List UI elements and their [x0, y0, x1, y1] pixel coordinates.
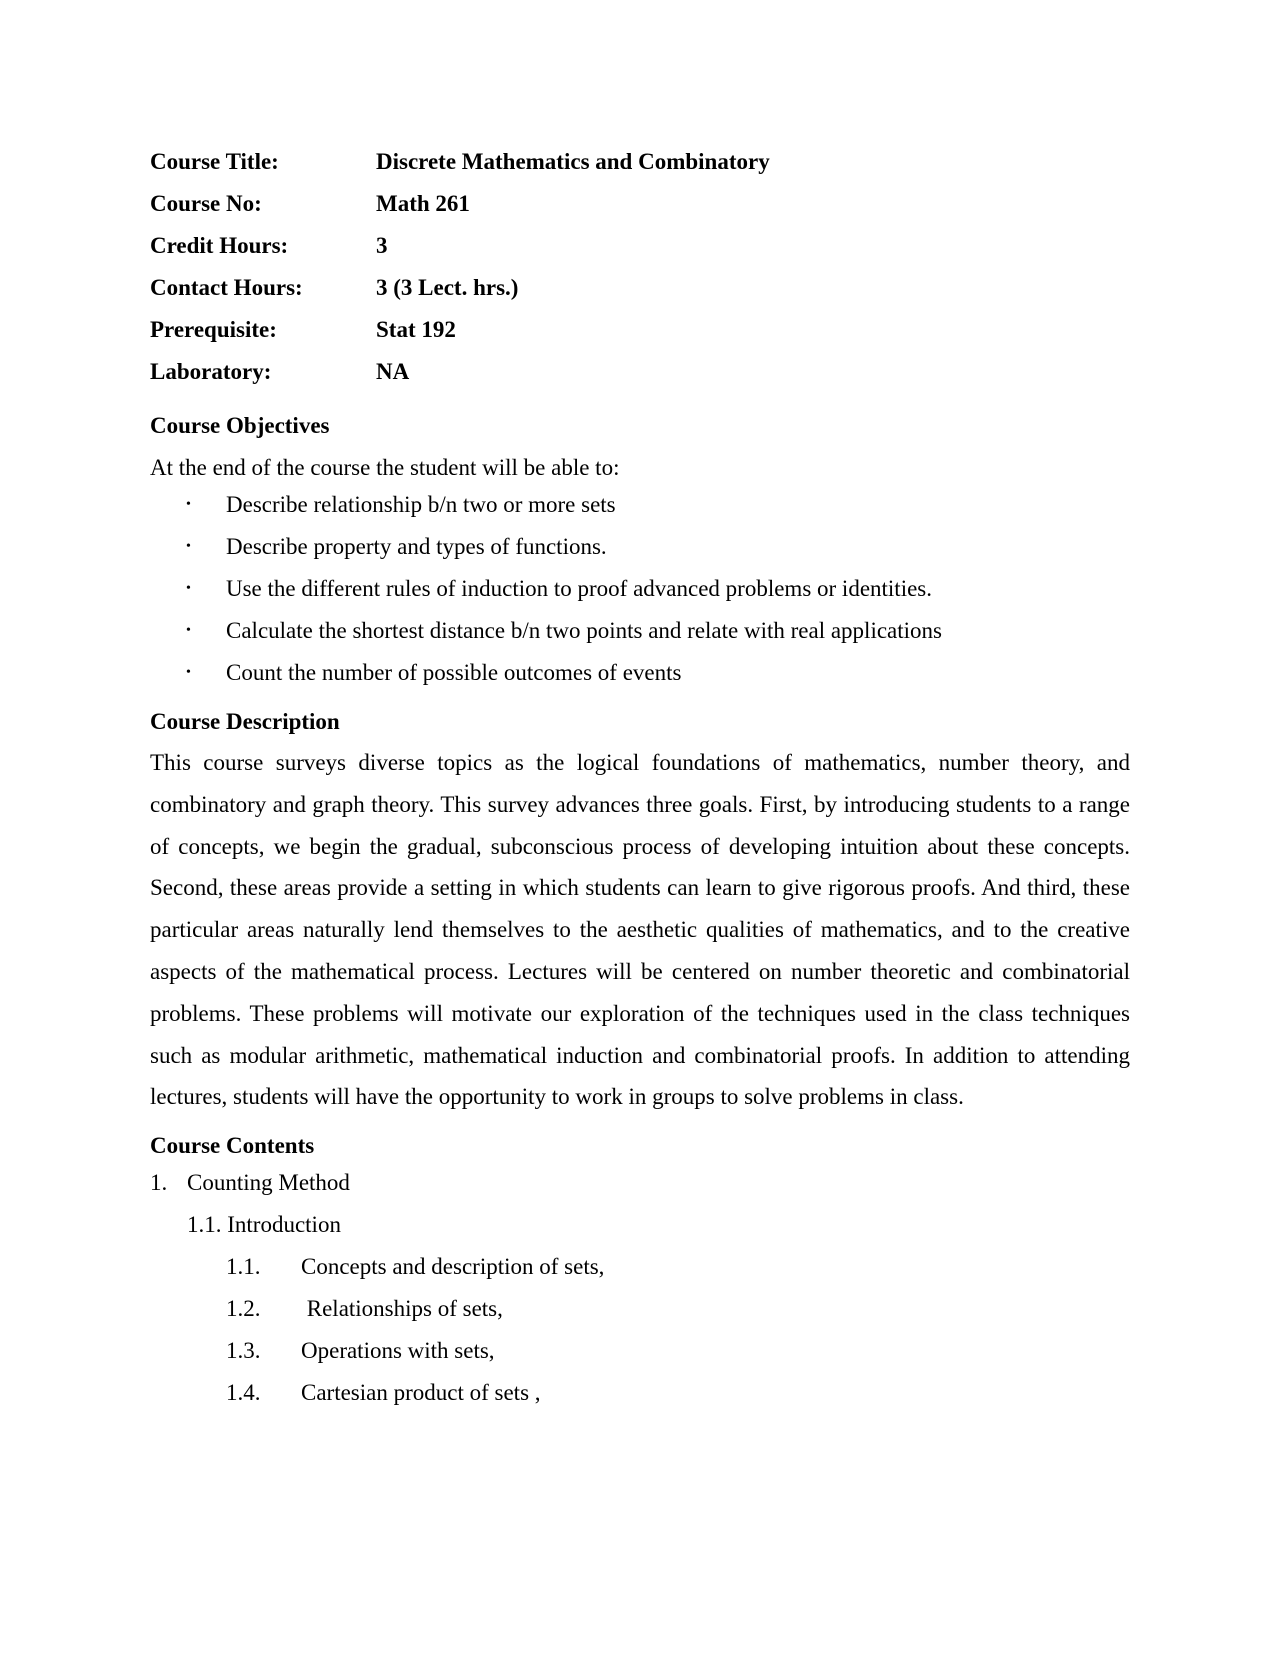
list-item	[150, 526, 1130, 568]
subsection-row	[150, 1330, 1130, 1372]
subsection-title: Cartesian product of sets ,	[301, 1380, 541, 1406]
list-item-text: Describe relationship b/n two or more sets	[226, 492, 616, 517]
chapter-title: Counting Method	[187, 1170, 350, 1196]
subsection-title: Relationships of sets,	[301, 1296, 503, 1322]
info-value: 3 (3 Lect. hrs.)	[376, 275, 519, 300]
info-value: Discrete Mathematics and Combinatory	[376, 149, 770, 174]
section-title: Introduction	[227, 1212, 341, 1238]
bullet-icon: •	[186, 497, 191, 512]
bullet-icon: •	[186, 581, 191, 596]
subsection-number: 1.1.	[226, 1254, 261, 1280]
objectives-list	[150, 484, 1130, 694]
info-row-prerequisite	[150, 314, 1130, 356]
info-row-laboratory	[150, 356, 1130, 398]
info-row-course-no	[150, 188, 1130, 230]
chapter-number: 1.	[150, 1170, 168, 1196]
info-row-credit-hours	[150, 230, 1130, 272]
info-value: 3	[376, 233, 388, 258]
list-item	[150, 610, 1130, 652]
subsection-row	[150, 1288, 1130, 1330]
list-item-text: Count the number of possible outcomes of events	[226, 660, 682, 685]
bullet-icon: •	[186, 623, 191, 638]
objectives-heading: Course Objectives	[150, 413, 330, 438]
info-label: Laboratory:	[150, 359, 272, 384]
chapter-row	[150, 1162, 1130, 1204]
section-number: 1.1.	[187, 1212, 222, 1238]
subsection-number: 1.3.	[226, 1338, 261, 1364]
list-item	[150, 484, 1130, 526]
objectives-intro: At the end of the course the student will be able to:	[150, 455, 620, 480]
bullet-icon: •	[186, 665, 191, 680]
info-row-contact-hours	[150, 272, 1130, 314]
info-value: Stat 192	[376, 317, 456, 342]
list-item	[150, 652, 1130, 694]
subsection-row	[150, 1246, 1130, 1288]
list-item-text: Calculate the shortest distance b/n two points and relate with real applications	[226, 618, 942, 643]
info-label: Credit Hours:	[150, 233, 289, 258]
list-item-text: Use the different rules of induction to proof advanced problems or identities.	[226, 576, 932, 601]
document-page	[150, 146, 1130, 1414]
info-label: Course No:	[150, 191, 262, 216]
list-item	[150, 568, 1130, 610]
info-label: Prerequisite:	[150, 317, 277, 342]
subsection-number: 1.4.	[226, 1380, 261, 1406]
course-info-table	[150, 146, 1130, 398]
subsection-title: Operations with sets,	[301, 1338, 495, 1364]
list-item-text: Describe property and types of functions.	[226, 534, 607, 559]
info-value: NA	[376, 359, 410, 384]
subsection-row	[150, 1372, 1130, 1414]
contents-heading: Course Contents	[150, 1133, 315, 1159]
subsection-number: 1.2.	[226, 1296, 261, 1322]
description-heading: Course Description	[150, 709, 340, 734]
description-paragraph: This course surveys diverse topics as the logical foundations of mathematics, number theory, and combinatory and graph theory. This survey advances three goals. First, by introducing students to a range of concepts, we begin the gradual, subconscious process of developing intuition about these concepts. Second, these areas provide a setting in which students can learn to give rigorous proofs. And third, these particular areas naturally lend themselves to the aesthetic qualities of mathematics, and to the creative aspects of the mathematical process. Lectures will be centered on number theoretic and combinatorial problems. These problems will motivate our exploration of the techniques used in the class techniques such as modular arithmetic, mathematical induction and combinatorial proofs. In addition to attending lectures, students will have the opportunity to work in groups to solve problems in class.	[150, 750, 1130, 1110]
bullet-icon: •	[186, 539, 191, 554]
info-label: Course Title:	[150, 149, 279, 174]
section-row	[150, 1204, 1130, 1246]
info-label: Contact Hours:	[150, 275, 303, 300]
subsection-title: Concepts and description of sets,	[301, 1254, 605, 1280]
info-value: Math 261	[376, 191, 470, 216]
info-row-course-title	[150, 146, 1130, 188]
